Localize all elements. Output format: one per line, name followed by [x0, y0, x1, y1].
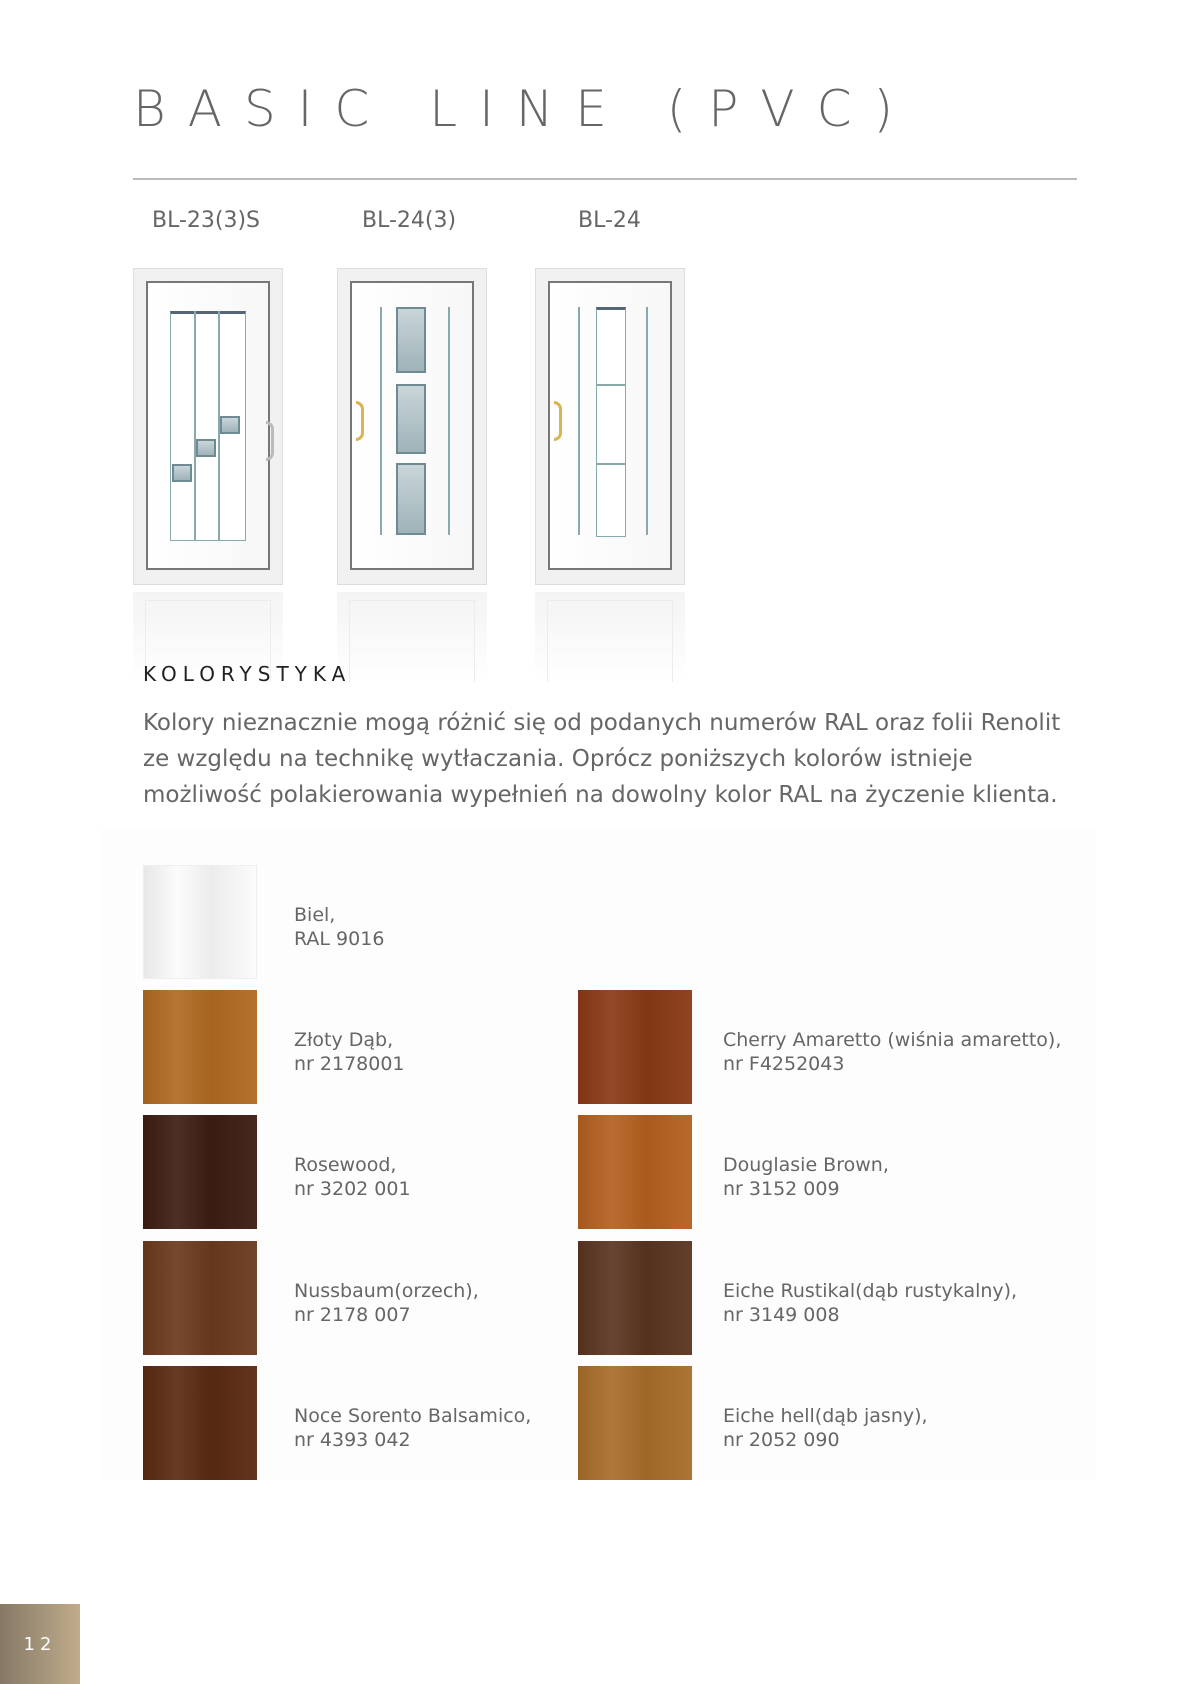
color-label [294, 1028, 405, 1076]
model-label: BL-24(3) [362, 208, 457, 233]
color-swatch [143, 1241, 257, 1355]
page-title: BASIC LINE (PVC) [133, 80, 916, 138]
color-label [294, 1404, 531, 1452]
color-name: Złoty Dąb, [294, 1029, 394, 1051]
color-label [294, 1153, 411, 1201]
color-swatch [578, 990, 692, 1104]
color-swatch [143, 1115, 257, 1229]
door-reflection [337, 592, 487, 682]
color-name: Noce Sorento Balsamico, [294, 1405, 532, 1427]
color-name: Eiche hell(dąb jasny), [723, 1405, 928, 1427]
color-code: nr 3152 009 [723, 1178, 840, 1200]
divider [133, 178, 1077, 180]
color-label [723, 1028, 1061, 1076]
color-code: nr 2052 090 [723, 1429, 840, 1451]
color-code: nr 3149 008 [723, 1304, 840, 1326]
color-swatch [578, 1241, 692, 1355]
color-code: nr 2178001 [294, 1053, 405, 1075]
color-code: nr 4393 042 [294, 1429, 411, 1451]
color-label [723, 1404, 928, 1452]
color-label [294, 903, 384, 951]
color-name: Rosewood, [294, 1154, 397, 1176]
color-swatch [143, 1366, 257, 1480]
color-name: Eiche Rustikal(dąb rustykalny), [723, 1280, 1018, 1302]
color-name: Cherry Amaretto (wiśnia amaretto), [723, 1029, 1062, 1051]
model-label: BL-24 [578, 208, 641, 233]
color-swatch [143, 865, 257, 979]
color-code: RAL 9016 [294, 928, 385, 950]
description: Kolory nieznacznie mogą różnić się od podanych numerów RAL oraz folii Renolit ze względu na technikę wytłaczania. Oprócz poniższych kolorów istnieje możliwość polakierowania wypełnień na dowolny kolor RAL na życzenie klienta. [143, 710, 1061, 808]
color-label [294, 1279, 479, 1327]
model-label: BL-23(3)S [152, 208, 261, 233]
color-code: nr F4252043 [723, 1053, 845, 1075]
color-swatch [578, 1366, 692, 1480]
page-number: 12 [0, 1604, 80, 1684]
color-code: nr 3202 001 [294, 1178, 411, 1200]
color-label [723, 1279, 1017, 1327]
color-name: Nussbaum(orzech), [294, 1280, 479, 1302]
color-code: nr 2178 007 [294, 1304, 411, 1326]
color-swatch [578, 1115, 692, 1229]
door-reflection [535, 592, 685, 682]
section-title: KOLORYSTYKA [143, 662, 352, 686]
color-name: Douglasie Brown, [723, 1154, 889, 1176]
door-image-bl-23-3-s [133, 268, 283, 585]
door-image-bl-24-3 [337, 268, 487, 585]
door-image-bl-24 [535, 268, 685, 585]
color-label [723, 1153, 889, 1201]
color-name: Biel, [294, 904, 336, 926]
color-swatch [143, 990, 257, 1104]
